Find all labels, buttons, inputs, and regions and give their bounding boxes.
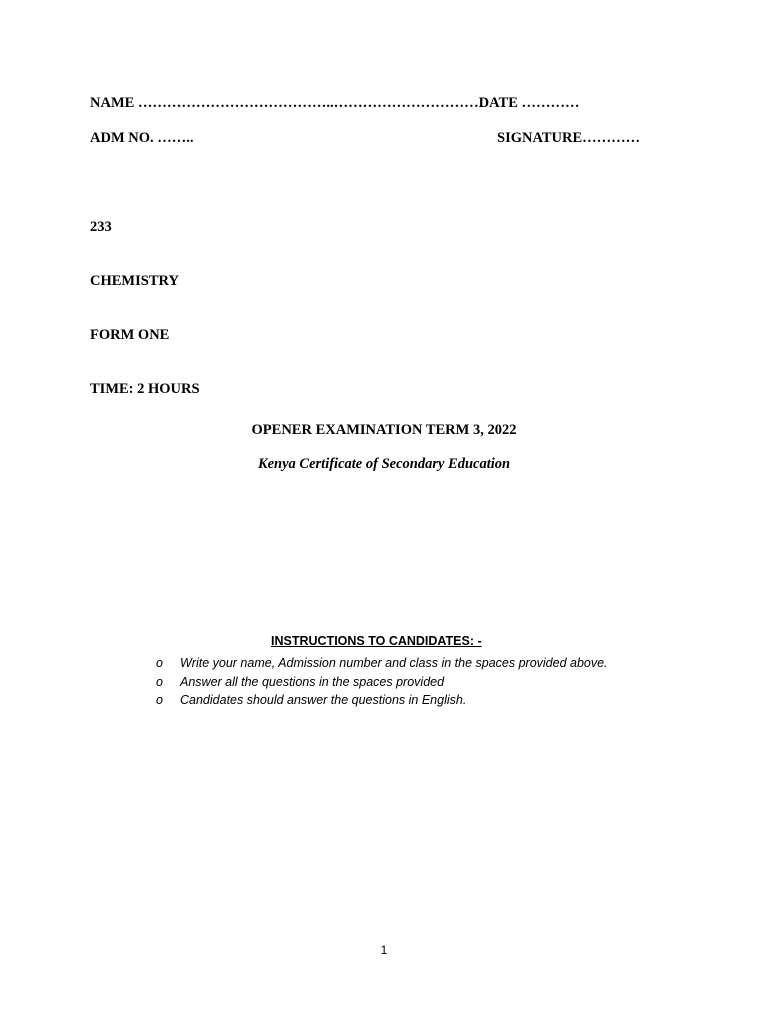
name-date-line: NAME …………………………………..…………………………DATE ………… bbox=[90, 95, 580, 111]
signature-line: SIGNATURE………… bbox=[497, 130, 641, 146]
paper-code: 233 bbox=[90, 219, 112, 235]
subject-block bbox=[90, 182, 200, 416]
instruction-text: Write your name, Admission number and class in the spaces provided above. bbox=[180, 656, 608, 670]
instruction-item bbox=[156, 673, 608, 692]
instruction-text: Answer all the questions in the spaces provided bbox=[180, 674, 445, 689]
instruction-text: Candidates should answer the questions in English. bbox=[180, 693, 467, 707]
subject-name: CHEMISTRY bbox=[90, 273, 179, 289]
instructions-heading: INSTRUCTIONS TO CANDIDATES: - bbox=[271, 634, 482, 648]
exam-subtitle: Kenya Certificate of Secondary Education bbox=[257, 456, 511, 472]
instructions-list bbox=[156, 654, 608, 710]
instruction-item bbox=[156, 654, 608, 673]
adm-no-line: ADM NO. …….. bbox=[90, 130, 194, 146]
exam-title: OPENER EXAMINATION TERM 3, 2022 bbox=[251, 422, 517, 438]
bullet-icon: o bbox=[156, 693, 163, 707]
page-number: 1 bbox=[380, 943, 388, 957]
form-level: FORM ONE bbox=[90, 327, 170, 343]
bullet-icon: o bbox=[156, 656, 163, 670]
bullet-icon: o bbox=[156, 674, 163, 689]
instruction-item bbox=[156, 691, 608, 710]
time-allowed: TIME: 2 HOURS bbox=[90, 381, 200, 397]
